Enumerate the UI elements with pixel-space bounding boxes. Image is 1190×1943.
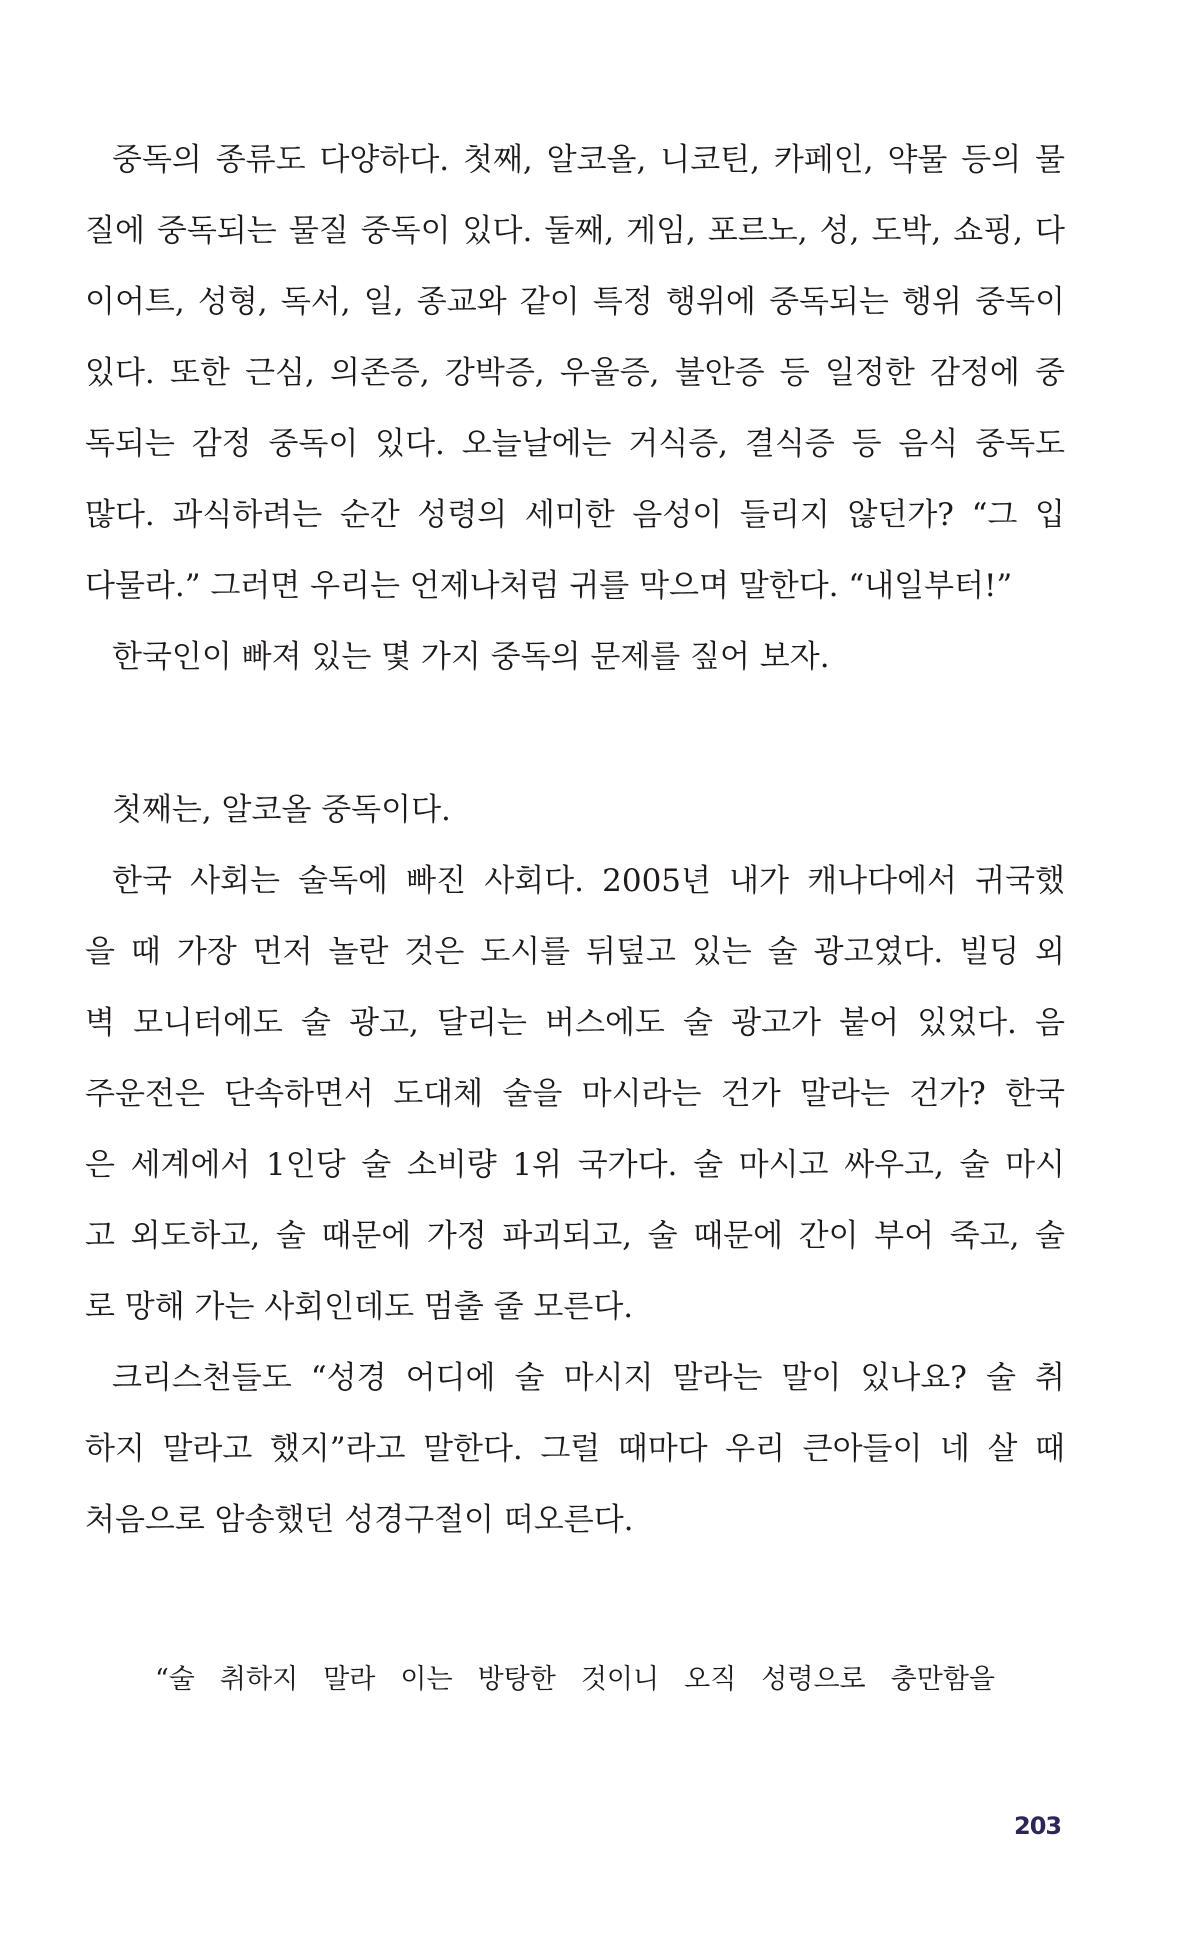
- paragraph-christians-line-3: 처음으로 암송했던 성경구절이 떠오른다.: [85, 1502, 634, 1538]
- paragraph-intro-line-4: 있다. 또한 근심, 의존증, 강박증, 우울증, 불안증 등 일정한 감정에 중: [85, 355, 1065, 391]
- paragraph-korea-line-2: 을 때 가장 먼저 놀란 것은 도시를 뒤덮고 있는 술 광고였다. 빌딩 외: [85, 934, 1065, 970]
- paragraph-intro-line-1: 중독의 종류도 다양하다. 첫째, 알코올, 니코틴, 카페인, 약물 등의 물: [112, 142, 1065, 178]
- paragraph-christians-line-2: 하지 말라고 했지”라고 말한다. 그럴 때마다 우리 큰아들이 네 살 때: [85, 1431, 1065, 1467]
- paragraph-christians-line-1: 크리스천들도 “성경 어디에 술 마시지 말라는 말이 있나요? 술 취: [112, 1360, 1065, 1396]
- paragraph-korea-line-7: 로 망해 가는 사회인데도 멈출 줄 모른다.: [85, 1289, 634, 1325]
- scripture-quote: “술 취하지 말라 이는 방탕한 것이니 오직 성령으로 충만함을: [155, 1664, 995, 1695]
- paragraph-transition: 한국인이 빠져 있는 몇 가지 중독의 문제를 짚어 보자.: [112, 639, 830, 675]
- paragraph-korea-line-4: 주운전은 단속하면서 도대체 술을 마시라는 건가 말라는 건가? 한국: [85, 1076, 1065, 1112]
- paragraph-intro-line-2: 질에 중독되는 물질 중독이 있다. 둘째, 게임, 포르노, 성, 도박, 쇼핑, 다: [85, 213, 1065, 249]
- paragraph-intro-line-3: 이어트, 성형, 독서, 일, 종교와 같이 특정 행위에 중독되는 행위 중독이: [85, 284, 1065, 320]
- paragraph-intro-line-6: 많다. 과식하려는 순간 성령의 세미한 음성이 들리지 않던가? “그 입: [85, 497, 1065, 533]
- section-heading-alcohol: 첫째는, 알코올 중독이다.: [112, 792, 451, 828]
- paragraph-korea-line-1: 한국 사회는 술독에 빠진 사회다. 2005년 내가 캐나다에서 귀국했: [112, 863, 1065, 899]
- paragraph-korea-line-6: 고 외도하고, 술 때문에 가정 파괴되고, 술 때문에 간이 부어 죽고, 술: [85, 1218, 1065, 1254]
- paragraph-intro-line-7: 다물라.” 그러면 우리는 언제나처럼 귀를 막으며 말한다. “내일부터!”: [85, 568, 1013, 604]
- page-number: 203: [1014, 1812, 1062, 1840]
- paragraph-korea-line-3: 벽 모니터에도 술 광고, 달리는 버스에도 술 광고가 붙어 있었다. 음: [85, 1005, 1065, 1041]
- paragraph-korea-line-5: 은 세계에서 1인당 술 소비량 1위 국가다. 술 마시고 싸우고, 술 마시: [85, 1147, 1065, 1183]
- paragraph-intro-line-5: 독되는 감정 중독이 있다. 오늘날에는 거식증, 결식증 등 음식 중독도: [85, 426, 1065, 462]
